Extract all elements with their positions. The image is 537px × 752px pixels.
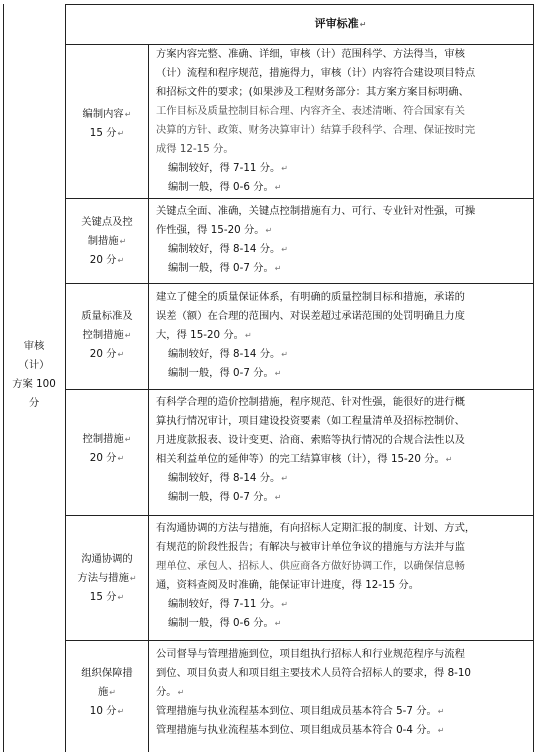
item-line: 编制内容	[82, 108, 124, 120]
criteria-text: 公司督导与管理措施到位，项目组执行招标人和行业规范程序与流程 到位、项目负责人和项目组主要技术人员符合招标人的要求，得 8-10 分。↵ 管理措施与执业流程基本到位、项目组成员基本符合 5-7 分。↵ 管理措施与执业流程基本到位、项目组成员基本符合 0-4 分。↵	[156, 645, 471, 740]
score-line: 编制较好，得 8-14 分。	[168, 472, 281, 484]
score-line: 编制一般，得 0-6 分。	[168, 617, 274, 629]
row-divider	[65, 283, 534, 284]
criteria-line: 大，得 15-20 分。	[156, 329, 244, 341]
item-line: 沟通协调的	[81, 553, 133, 565]
criteria-line: 到位、项目负责人和项目组主要技术人员符合招标人的要求，得 8-10	[156, 667, 471, 679]
left-label-line: 审核	[23, 340, 45, 352]
row-divider	[65, 198, 534, 199]
criteria-line: 通，资料查阅及时准确，能保证审计进度，得 12-15 分。	[156, 579, 419, 591]
criteria-line: 工作目标及质量控制目标合理、内容齐全、表述清晰、符合国家有关	[156, 105, 465, 117]
criteria-line: 月进度款报表、设计变更、洽商、索赔等执行情况的合规合法性以及	[156, 434, 465, 446]
item-line: 施	[98, 686, 109, 698]
criteria-line: 误差（额）在合理的范围内、对误差超过承诺范围的处罚明确且力度	[156, 310, 465, 322]
criteria-line: 有规范的阶段性报告；有解决与被审计单位争议的措施与方法并与监	[156, 541, 465, 553]
item-line: 方法与措施	[77, 572, 129, 584]
score-line: 编制较好，得 8-14 分。	[168, 243, 281, 255]
criteria-line: 管理措施与执业流程基本到位、项目组成员基本符合 0-4 分。	[156, 724, 437, 736]
row-divider	[65, 515, 534, 516]
item-label: 沟通协调的 方法与措施↵ 15 分↵	[66, 550, 148, 607]
criteria-text: 建立了健全的质量保证体系，有明确的质量控制目标和措施，承诺的 误差（额）在合理的范围内、对误差超过承诺范围的处罚明确且力度 大，得 15-20 分。↵ 编制较好，得 8-14 分。↵ 编制一般，得 0-7 分。↵	[156, 288, 465, 383]
criteria-line: 建立了健全的质量保证体系，有明确的质量控制目标和措施，承诺的	[156, 291, 465, 303]
score-line: 编制较好，得 7-11 分。	[168, 162, 281, 174]
item-line: 10 分	[89, 705, 117, 717]
criteria-line: 管理措施与执业流程基本到位、项目组成员基本符合 5-7 分。	[156, 705, 437, 717]
left-label-line: 方案 100	[12, 378, 56, 390]
item-line: 控制措施	[82, 433, 124, 445]
item-line: 关键点及控	[81, 216, 133, 228]
criteria-line: 分。	[156, 686, 177, 698]
left-label-line: 分	[28, 397, 40, 409]
criteria-line: 公司督导与管理措施到位，项目组执行招标人和行业规范程序与流程	[156, 648, 465, 660]
left-label	[3, 337, 65, 413]
criteria-line: 有科学合理的造价控制措施，程序规范、针对性强，能很好的进行概	[156, 396, 465, 408]
item-label: 控制措施↵ 20 分↵	[82, 433, 132, 464]
criteria-text: 关键点全面、准确，关键点控制措施有力、可行、专业针对性强，可操 作性强，得 15-20 分。↵ 编制较好，得 8-14 分。↵ 编制一般，得 0-7 分。↵	[156, 202, 475, 278]
left-label-line: （计）	[18, 359, 50, 371]
criteria-line: 决算的方针、政策、财务决算审计）结算手段科学、合理、保证按时完	[156, 124, 476, 136]
item-line: 质量标准及	[81, 310, 133, 322]
item-line: 20 分	[89, 452, 117, 464]
criteria-text: 有科学合理的造价控制措施，程序规范、针对性强，能很好的进行概 算执行情况审计，项目建设投资要素（如工程量清单及招标控制价、 月进度款报表、设计变更、洽商、索赔等执行情况的合规合法性以及 相关利益单位的延伸等）的完工结算审核（计），得 15-20 分。↵ 编制较好，得 8-14 分。↵ 编制一般，得 0-7 分。↵	[156, 393, 465, 507]
item-label: 关键点及控 制措施↵ 20 分↵	[66, 213, 148, 270]
item-label: 质量标准及 控制措施↵ 20 分↵	[66, 307, 148, 364]
item-line: 15 分	[89, 127, 117, 139]
row-divider	[65, 640, 534, 641]
item-line: 20 分	[89, 348, 117, 360]
item-label: 编制内容↵ 15 分↵	[82, 108, 132, 139]
criteria-line: 相关利益单位的延伸等）的完工结算审核（计），得 15-20 分。	[156, 453, 445, 465]
criteria-line: 有沟通协调的方法与措施，有向招标人定期汇报的制度、计划、方式，	[156, 522, 476, 534]
criteria-line: 成得 12-15 分。	[156, 143, 234, 155]
table-border-top	[65, 4, 534, 5]
item-column-divider	[148, 44, 149, 752]
criteria-line: 方案内容完整、准确、详细，审核（计）范围科学、方法得当，审核	[156, 48, 465, 60]
criteria-line: 算执行情况审计，项目建设投资要素（如工程量清单及招标控制价、	[156, 415, 465, 427]
criteria-line: 作性强，得 15-20 分。	[156, 224, 265, 236]
score-line: 编制一般，得 0-6 分。	[168, 181, 274, 193]
item-line: 20 分	[89, 254, 117, 266]
criteria-line: 关键点全面、准确，关键点控制措施有力、可行、专业针对性强，可操	[156, 205, 476, 217]
score-line: 编制一般，得 0-7 分。	[168, 491, 274, 503]
item-line: 控制措施	[82, 329, 124, 341]
item-line: 组织保障措	[81, 667, 133, 679]
row-divider	[65, 389, 534, 390]
criteria-text: 方案内容完整、准确、详细，审核（计）范围科学、方法得当，审核 （计）流程和程序规范，措施得力，审核（计）内容符合建设项目特点 和招标文件的要求；(如果涉及工程财务部分：其方案方案目标明确、 工作目标及质量控制目标合理、内容齐全、表述清晰、符合国家有关 决算的方针、政策、财务决算审计）结算手段科学、合理、保证按时完 成得 12-15 分。 编制较好，得 7-11 分。↵ 编制一般，得 0-6 分。↵	[156, 45, 475, 197]
item-line: 15 分	[89, 591, 117, 603]
score-line: 编制较好，得 8-14 分。	[168, 348, 281, 360]
criteria-line: 和招标文件的要求；(如果涉及工程财务部分：其方案方案目标明确、	[156, 86, 469, 98]
criteria-text: 有沟通协调的方法与措施，有向招标人定期汇报的制度、计划、方式， 有规范的阶段性报告；有解决与被审计单位争议的措施与方法并与监 理单位、承包人、招标人、供应商各方做好协调工作，以确保信息畅 通，资料查阅及时准确，能保证审计进度，得 12-15 分。 编制较好，得 7-11 分。↵ 编制一般，得 0-6 分。↵	[156, 519, 475, 633]
item-label: 组织保障措 施↵ 10 分↵	[66, 664, 148, 721]
criteria-line: （计）流程和程序规范，措施得力，审核（计）内容符合建设项目特点	[156, 67, 476, 79]
score-line: 编制一般，得 0-7 分。	[168, 367, 274, 379]
header-title: 评审标准↵	[314, 17, 367, 30]
header-text: 评审标准	[314, 17, 359, 30]
criteria-line: 理单位、承包人、招标人、供应商各方做好协调工作，以确保信息畅	[156, 560, 465, 572]
item-line: 制措施	[87, 235, 119, 247]
score-line: 编制较好，得 7-11 分。	[168, 598, 281, 610]
score-line: 编制一般，得 0-7 分。	[168, 262, 274, 274]
